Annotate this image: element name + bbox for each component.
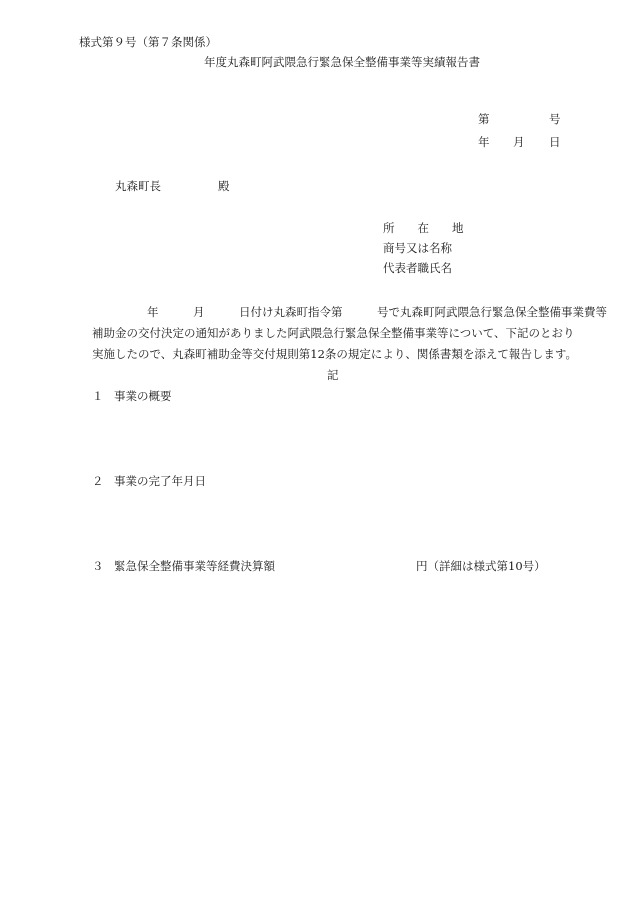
item-label-completion-date: 事業の完了年月日 — [114, 474, 206, 488]
addressee-honorific: 殿 — [218, 179, 230, 193]
addressee-name: 丸森町長 — [115, 179, 161, 193]
form-number: 様式第９号（第７条関係） — [79, 35, 217, 49]
item-number: ２ — [92, 474, 104, 488]
item-number: １ — [92, 389, 104, 403]
body-line-3: 実施したので、丸森町補助金等交付規則第12条の規定により、関係書類を添えて報告します。 — [92, 347, 577, 361]
item-label-overview: 事業の概要 — [114, 389, 172, 403]
doc-number-prefix: 第 — [478, 112, 490, 126]
item-number: ３ — [92, 559, 104, 573]
doc-number-suffix: 号 — [549, 112, 561, 126]
date-year: 年 — [478, 135, 490, 149]
applicant-address-label: 所 在 地 — [383, 221, 464, 235]
applicant-company-label: 商号又は名称 — [383, 241, 452, 255]
applicant-representative-label: 代表者職氏名 — [383, 261, 452, 275]
date-month: 月 — [513, 135, 525, 149]
amount-note: 円（詳細は様式第10号） — [416, 559, 546, 573]
body-line-2: 補助金の交付決定の通知がありました阿武隈急行緊急保全整備事業等について、下記のとおり — [92, 326, 575, 340]
item-label-settlement-amount: 緊急保全整備事業等経費決算額 — [114, 559, 275, 573]
document-title: 年度丸森町阿武隈急行緊急保全整備事業等実績報告書 — [204, 55, 480, 69]
ki-heading: 記 — [327, 368, 339, 382]
date-day: 日 — [549, 135, 561, 149]
body-line-1: 年 月 日付け丸森町指令第 号で丸森町阿武隈急行緊急保全整備事業費等 — [147, 305, 607, 319]
